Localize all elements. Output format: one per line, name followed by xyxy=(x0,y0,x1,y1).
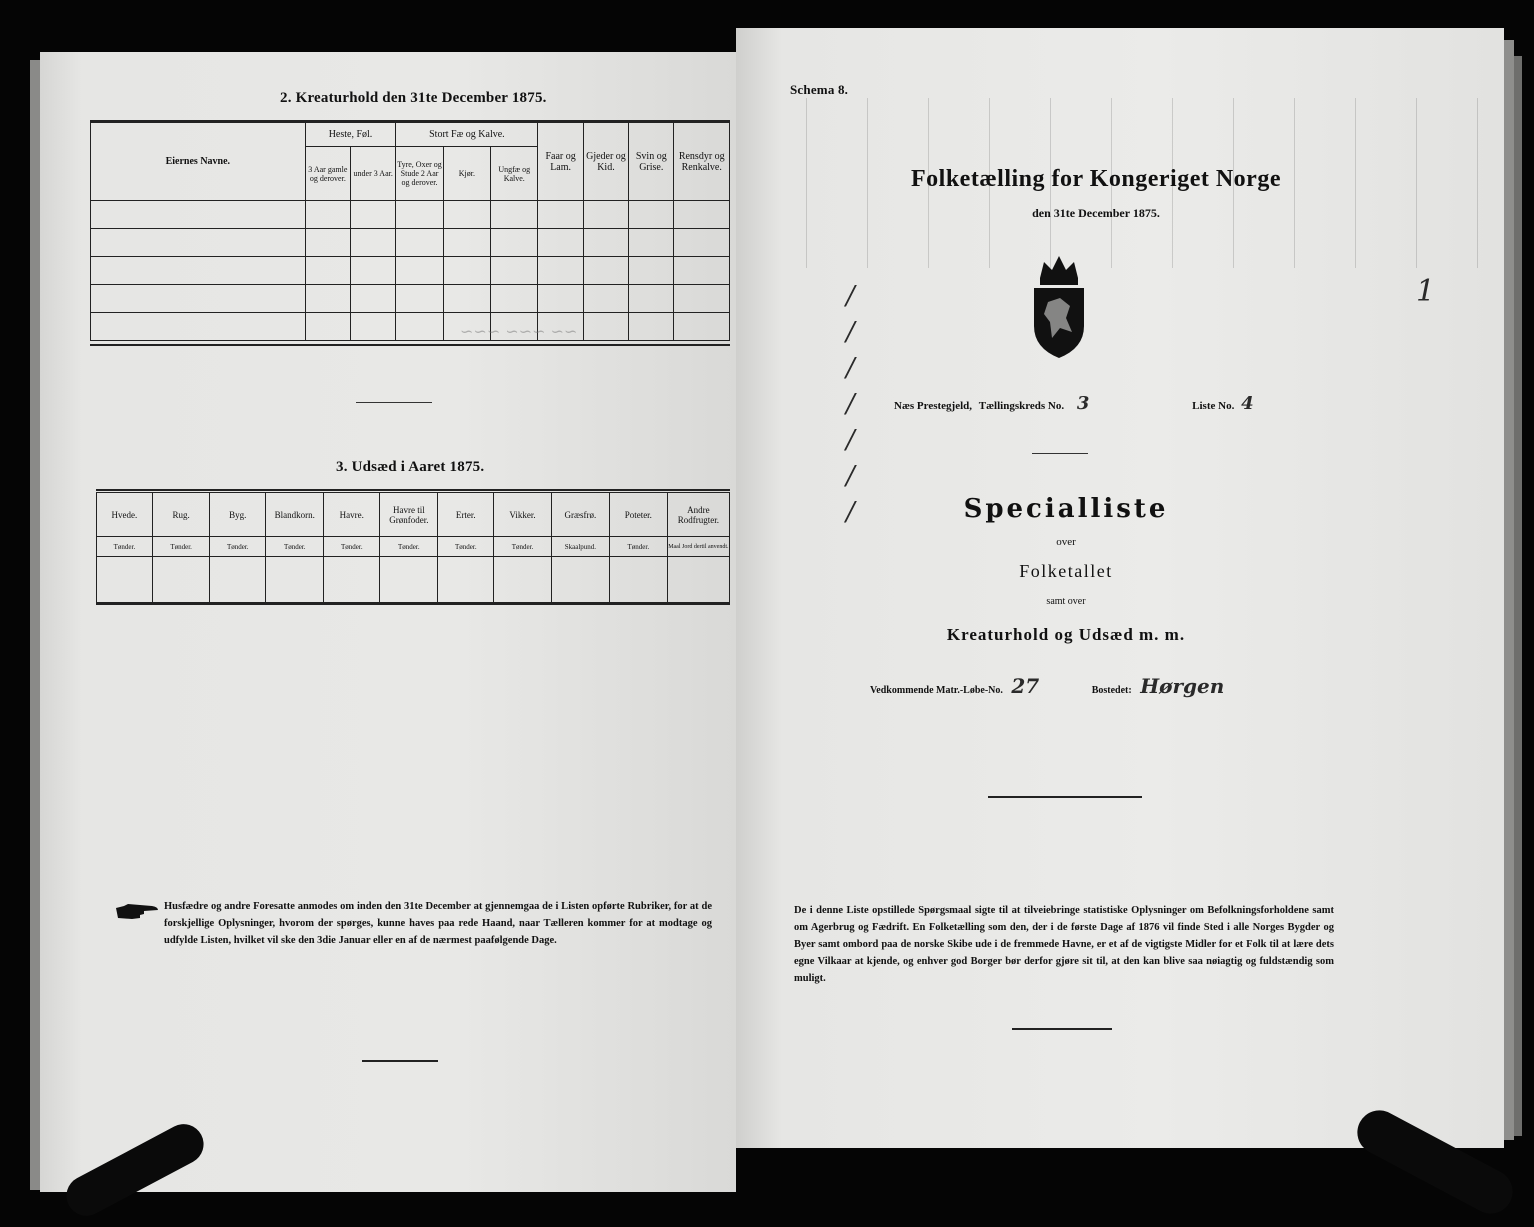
page-edge xyxy=(1504,40,1514,1140)
table-row xyxy=(91,285,730,313)
schema-label: Schema 8. xyxy=(790,82,849,97)
table3-bottom-rule xyxy=(96,603,730,605)
samt-over-text: samt over xyxy=(1046,596,1086,607)
section2-title: 2. Kreaturhold den 31te December 1875. xyxy=(280,90,547,106)
seed-col-unit: Skaalpund. xyxy=(551,537,609,557)
seed-col-unit: Tønder. xyxy=(210,537,266,557)
short-rule xyxy=(362,1060,438,1062)
matr-value: 27 xyxy=(1011,674,1040,698)
footer-text: De i denne Liste opstillede Spørgsmaal sigte til at tilveiebringe statistiske Oplysninger om Befolkningsforholdene samt om Agerbrug og Fædrift. En Folketælling som den, der i de første Dage af 1876 vil finde Sted i alle Norges Bygder og Byer samt ombord paa de norske Skibe ude i de fremmede Havne, er et af de vigtigste Midler for et Folk til at lære dets egne Vilkaar at kjende, og enhver god Borger bør derfor gjøre sit til, at den kan blive saa nøiagtig og fuldstændig som muligt. xyxy=(794,905,1334,984)
short-rule xyxy=(356,402,432,403)
stort-sub1: Tyre, Oxer og Stude 2 Aar og derover. xyxy=(396,147,443,201)
date-line: den 31te December 1875. xyxy=(1032,206,1160,220)
gjeder-header: Gjeder og Kid. xyxy=(583,123,628,201)
matr-line xyxy=(870,674,1430,698)
specialliste-heading: Specialliste xyxy=(963,494,1169,524)
main-title: Folketælling for Kongeriget Norge xyxy=(911,166,1281,192)
table-row xyxy=(91,257,730,285)
handwritten-marks: / / / / / / / xyxy=(846,281,855,527)
bostedet-value: Hørgen xyxy=(1140,674,1225,698)
seed-col-unit: Tønder. xyxy=(438,537,494,557)
pointing-hand-icon xyxy=(114,902,160,922)
seed-col-header: Andre Rodfrugter. xyxy=(667,493,729,537)
seed-col-unit: Maal Jord dertil anvendt. xyxy=(667,537,729,557)
location-line xyxy=(894,393,1454,414)
heste-header: Heste, Føl. xyxy=(305,123,396,147)
table-row xyxy=(91,229,730,257)
livestock-table xyxy=(90,122,730,341)
matr-label: Vedkommende Matr.-Løbe-No. xyxy=(870,685,1003,696)
seed-col-header: Græsfrø. xyxy=(551,493,609,537)
heste-sub2: under 3 Aar. xyxy=(351,147,396,201)
owner-name-header: Eiernes Navne. xyxy=(91,123,306,201)
seed-col-unit: Tønder. xyxy=(380,537,438,557)
handwritten-marks: 1 xyxy=(1416,274,1436,309)
stort-sub3: Ungfæ og Kalve. xyxy=(491,147,538,201)
table-row xyxy=(91,313,730,341)
rensdyr-header: Rensdyr og Renkalve. xyxy=(674,123,730,201)
faar-header: Faar og Lam. xyxy=(538,123,583,201)
table3-top-rule xyxy=(96,489,730,491)
norwegian-coat-of-arms-icon xyxy=(1026,252,1092,362)
seed-col-unit: Tønder. xyxy=(494,537,552,557)
stort-sub2: Kjør. xyxy=(443,147,490,201)
seed-col-header: Erter. xyxy=(438,493,494,537)
svin-header: Svin og Grise. xyxy=(629,123,674,201)
short-rule xyxy=(1032,453,1088,454)
prestegjeld-label: Næs Prestegjeld, xyxy=(894,400,972,412)
seed-col-unit: Tønder. xyxy=(152,537,210,557)
seed-col-header: Havre til Grønfoder. xyxy=(380,493,438,537)
seed-col-header: Vikker. xyxy=(494,493,552,537)
seed-col-header: Hvede. xyxy=(97,493,153,537)
heste-sub1: 3 Aar gamle og derover. xyxy=(305,147,350,201)
seed-col-header: Blandkorn. xyxy=(266,493,324,537)
kreaturhold-heading: Kreaturhold og Udsæd m. m. xyxy=(946,625,1186,644)
right-page xyxy=(736,28,1504,1148)
seed-col-header: Havre. xyxy=(324,493,380,537)
over-text: over xyxy=(1056,536,1076,548)
stort-fae-header: Stort Fæ og Kalve. xyxy=(396,123,538,147)
seed-table xyxy=(96,492,730,603)
seed-col-header: Rug. xyxy=(152,493,210,537)
page-edge xyxy=(1514,56,1522,1136)
table2-bottom-rule xyxy=(90,344,730,346)
section3-title: 3. Udsæd i Aaret 1875. xyxy=(336,459,485,475)
kreds-value: 3 xyxy=(1076,393,1090,414)
short-rule xyxy=(1012,1028,1112,1030)
table-row xyxy=(97,557,730,603)
liste-label: Liste No. xyxy=(1192,400,1235,412)
seed-col-header: Byg. xyxy=(210,493,266,537)
table-row xyxy=(91,201,730,229)
left-page xyxy=(40,52,736,1192)
folketallet-heading: Folketallet xyxy=(1019,561,1113,581)
seed-col-unit: Tønder. xyxy=(324,537,380,557)
short-rule xyxy=(988,796,1142,798)
page-edge xyxy=(30,60,40,1190)
bleed-through-handwriting: ~~ ~~~ ~~~ xyxy=(460,322,578,341)
bostedet-label: Bostedet: xyxy=(1091,685,1132,696)
notice-text: Husfædre og andre Foresatte anmodes om inden den 31te December at gjennemgaa de i Listen opførte Rubriker, for at de forskjellige Oplysninger, hvorom der spørges, kunne haves paa rede Haand, naar Tælleren kommer for at modtage og udfylde Listen, hvilket vil ske den 3die Januar eller en af de nærmest paafølgende Dage. xyxy=(164,901,712,946)
liste-value: 4 xyxy=(1241,393,1254,414)
seed-col-unit: Tønder. xyxy=(97,537,153,557)
seed-col-unit: Tønder. xyxy=(609,537,667,557)
kreds-label: Tællingskreds No. xyxy=(978,400,1065,412)
seed-col-header: Poteter. xyxy=(609,493,667,537)
seed-col-unit: Tønder. xyxy=(266,537,324,557)
